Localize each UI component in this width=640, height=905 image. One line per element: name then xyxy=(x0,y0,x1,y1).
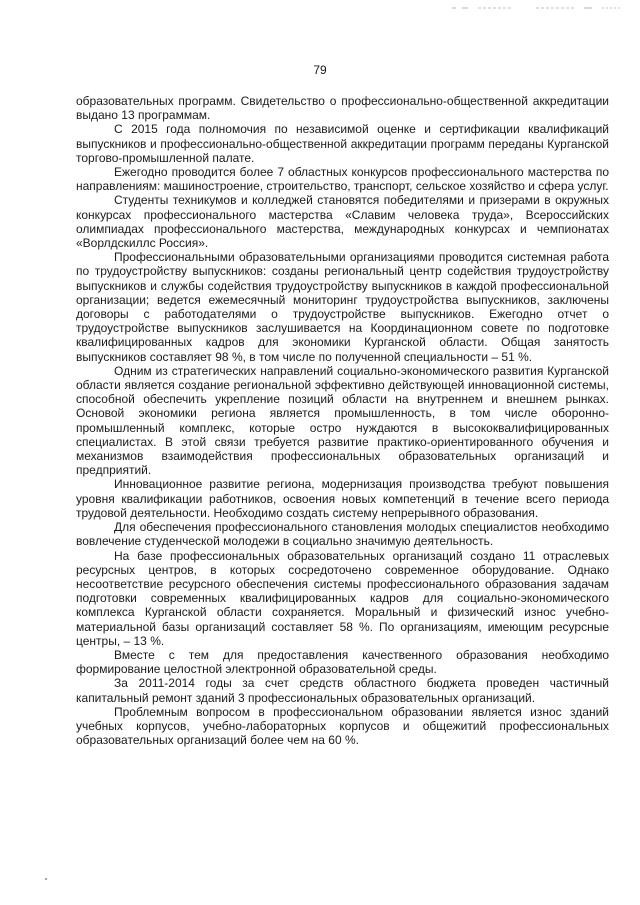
page-number: 79 xyxy=(313,63,327,77)
paragraph-continuation: образовательных программ. Свидетельство о профессионально-общественной аккредитации выдано 13 программам. xyxy=(76,94,609,123)
paragraph: На базе профессиональных образовательных организаций создано 11 отраслевых ресурсных центров, в которых сосредоточено современное оборудование. Однако несоответствие ресурсного обеспечения системы профессионального образования задачам подготовки современных квалифицированных кадров для социально-экономического комплекса Курганской области сохраняется. Моральный и физический износ учебно-материальной базы организаций составляет 58 %. По организациям, имеющим ресурсные центры, – 13 %. xyxy=(76,548,609,648)
paragraph: Для обеспечения профессионального становления молодых специалистов необходимо вовлечение студенческой молодежи в социально значимую деятельность. xyxy=(76,520,609,549)
paragraph: Ежегодно проводится более 7 областных конкурсов профессионального мастерства по направлениям: машиностроение, строительство, транспорт, сельское хозяйство и сфера услуг. xyxy=(76,165,609,194)
paragraph: С 2015 года полномочия по независимой оценке и сертификации квалификаций выпускников и профессионально-общественной аккредитации программ переданы Курганской торгово-промышленной палате. xyxy=(76,122,609,165)
scan-speck xyxy=(45,878,47,880)
paragraph: Профессиональными образовательными организациями проводится системная работа по трудоустройству выпускников: созданы региональный центр содействия трудоустройству выпускников и службы содействия трудоустройству выпускников в каждой профессиональной организации; ведется ежемесячный мониторинг трудоустройства выпускников, заключены договоры с работодателями о трудоустройстве выпускников. Ежегодно отчет о трудоустройстве выпускников заслушивается на Координационном совете по подготовке квалифицированных кадров для экономики Курганской области. Общая занятость выпускников составляет 98 %, в том числе по полученной специальности – 51 %. xyxy=(76,250,609,364)
paragraph: Одним из стратегических направлений социально-экономического развития Курганской области является создание региональной эффективно действующей инновационной системы, способной обеспечить укрепление позиций области на внутреннем и внешнем рынках. Основой экономики региона является промышленность, в том числе оборонно-промышленный комплекс, которые остро нуждаются в высококвалифицированных специалистах. В этой связи требуется развитие практико-ориентированного обучения и механизмов взаимодействия профессиональных образовательных организаций и предприятий. xyxy=(76,363,609,478)
paragraph: За 2011-2014 годы за счет средств областного бюджета проведен частичный капитальный ремонт зданий 3 профессиональных образовательных организаций. xyxy=(76,676,609,705)
paragraph: Вместе с тем для предоставления качественного образования необходимо формирование целостной электронной образовательной среды. xyxy=(76,647,609,677)
paragraph: Студенты техникумов и колледжей становятся победителями и призерами в окружных конкурсах профессионального мастерства «Славим человека труда», Всероссийских олимпиадах профессионального мастерства, международных конкурсах и чемпионатах «Ворлдскиллс Россия». xyxy=(76,193,609,251)
scan-artifact-marks xyxy=(452,6,622,10)
paragraph: Инновационное развитие региона, модернизация производства требуют повышения уровня квалификации работников, освоения новых компетенций в течение всего периода трудовой деятельности. Необходимо создать систему непрерывного образования. xyxy=(76,477,609,520)
document-body xyxy=(76,94,609,747)
paragraph: Проблемным вопросом в профессиональном образовании является износ зданий учебных корпусов, учебно-лабораторных корпусов и общежитий профессиональных образовательных организаций более чем на 60 %. xyxy=(76,704,609,748)
